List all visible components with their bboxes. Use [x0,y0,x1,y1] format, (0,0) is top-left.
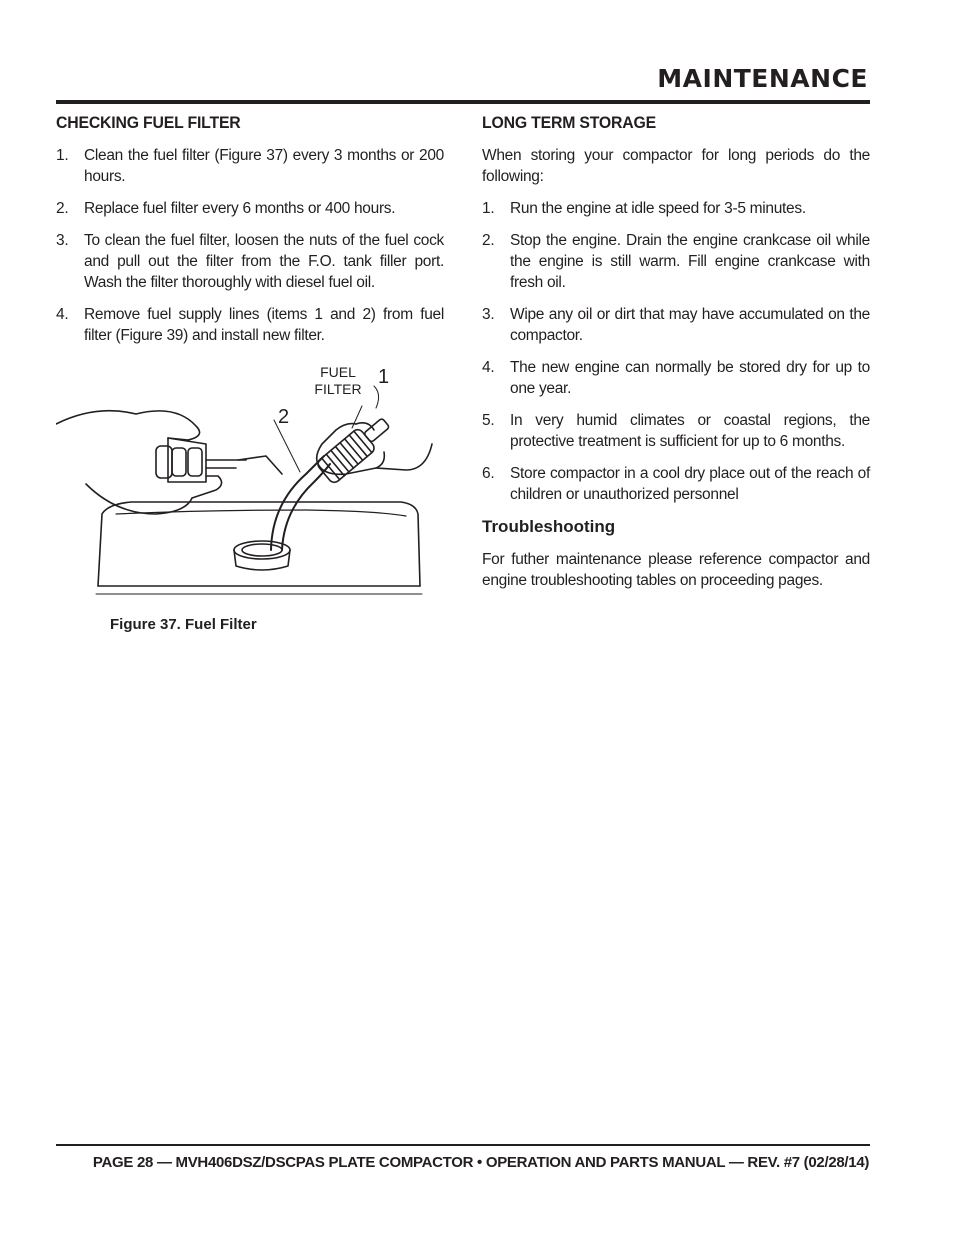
troubleshooting-text: For futher maintenance please reference compactor and engine troubleshooting tables on proceeding pages. [482,551,870,589]
list-item: 4. The new engine can normally be stored dry for up to one year. [482,359,870,397]
list-item: 6. Store compactor in a cool dry place out of the reach of children or unauthorized personnel [482,465,870,503]
fuel-filter-figure [56,364,444,614]
list-item: 4. Remove fuel supply lines (items 1 and 2) from fuel filter (Figure 39) and install new filter. [56,306,444,344]
footer-rule [56,1144,870,1146]
list-item: 2. Stop the engine. Drain the engine crankcase oil while the engine is still warm. Fill engine crankcase with fresh oil. [482,232,870,291]
header-rule [56,100,870,104]
storage-steps [482,198,870,505]
list-item: 1. Clean the fuel filter (Figure 37) every 3 months or 200 hours. [56,147,444,185]
long-term-storage-heading: LONG TERM STORAGE [482,113,656,132]
fuel-filter-illustration [56,364,444,614]
callout-1: 1 [378,366,390,388]
callout-2: 2 [278,406,290,428]
list-item: 3. To clean the fuel filter, loosen the nuts of the fuel cock and pull out the filter from the F.O. tank filler port. Wash the filter thoroughly with diesel fuel oil. [56,232,444,291]
checking-fuel-filter-heading: CHECKING FUEL FILTER [56,113,241,132]
page-section-title: MAINTENANCE [657,64,868,93]
list-item: 3. Wipe any oil or dirt that may have accumulated on the compactor. [482,306,870,344]
list-item: 1. Run the engine at idle speed for 3-5 minutes. [482,200,806,217]
fuel-filter-label: FUEL FILTER [314,364,362,397]
fuel-filter-steps [56,145,444,346]
storage-intro: When storing your compactor for long periods do the following: [482,147,870,185]
troubleshooting-heading: Troubleshooting [482,517,616,536]
page-footer: PAGE 28 — MVH406DSZ/DSCPAS PLATE COMPACTOR • OPERATION AND PARTS MANUAL — REV. #7 (02/28/14) [92,1154,870,1171]
list-item: 5. In very humid climates or coastal regions, the protective treatment is sufficient for up to 6 months. [482,412,870,450]
list-item: 2. Replace fuel filter every 6 months or 400 hours. [56,200,396,217]
left-column [56,113,444,614]
right-column [482,113,870,591]
